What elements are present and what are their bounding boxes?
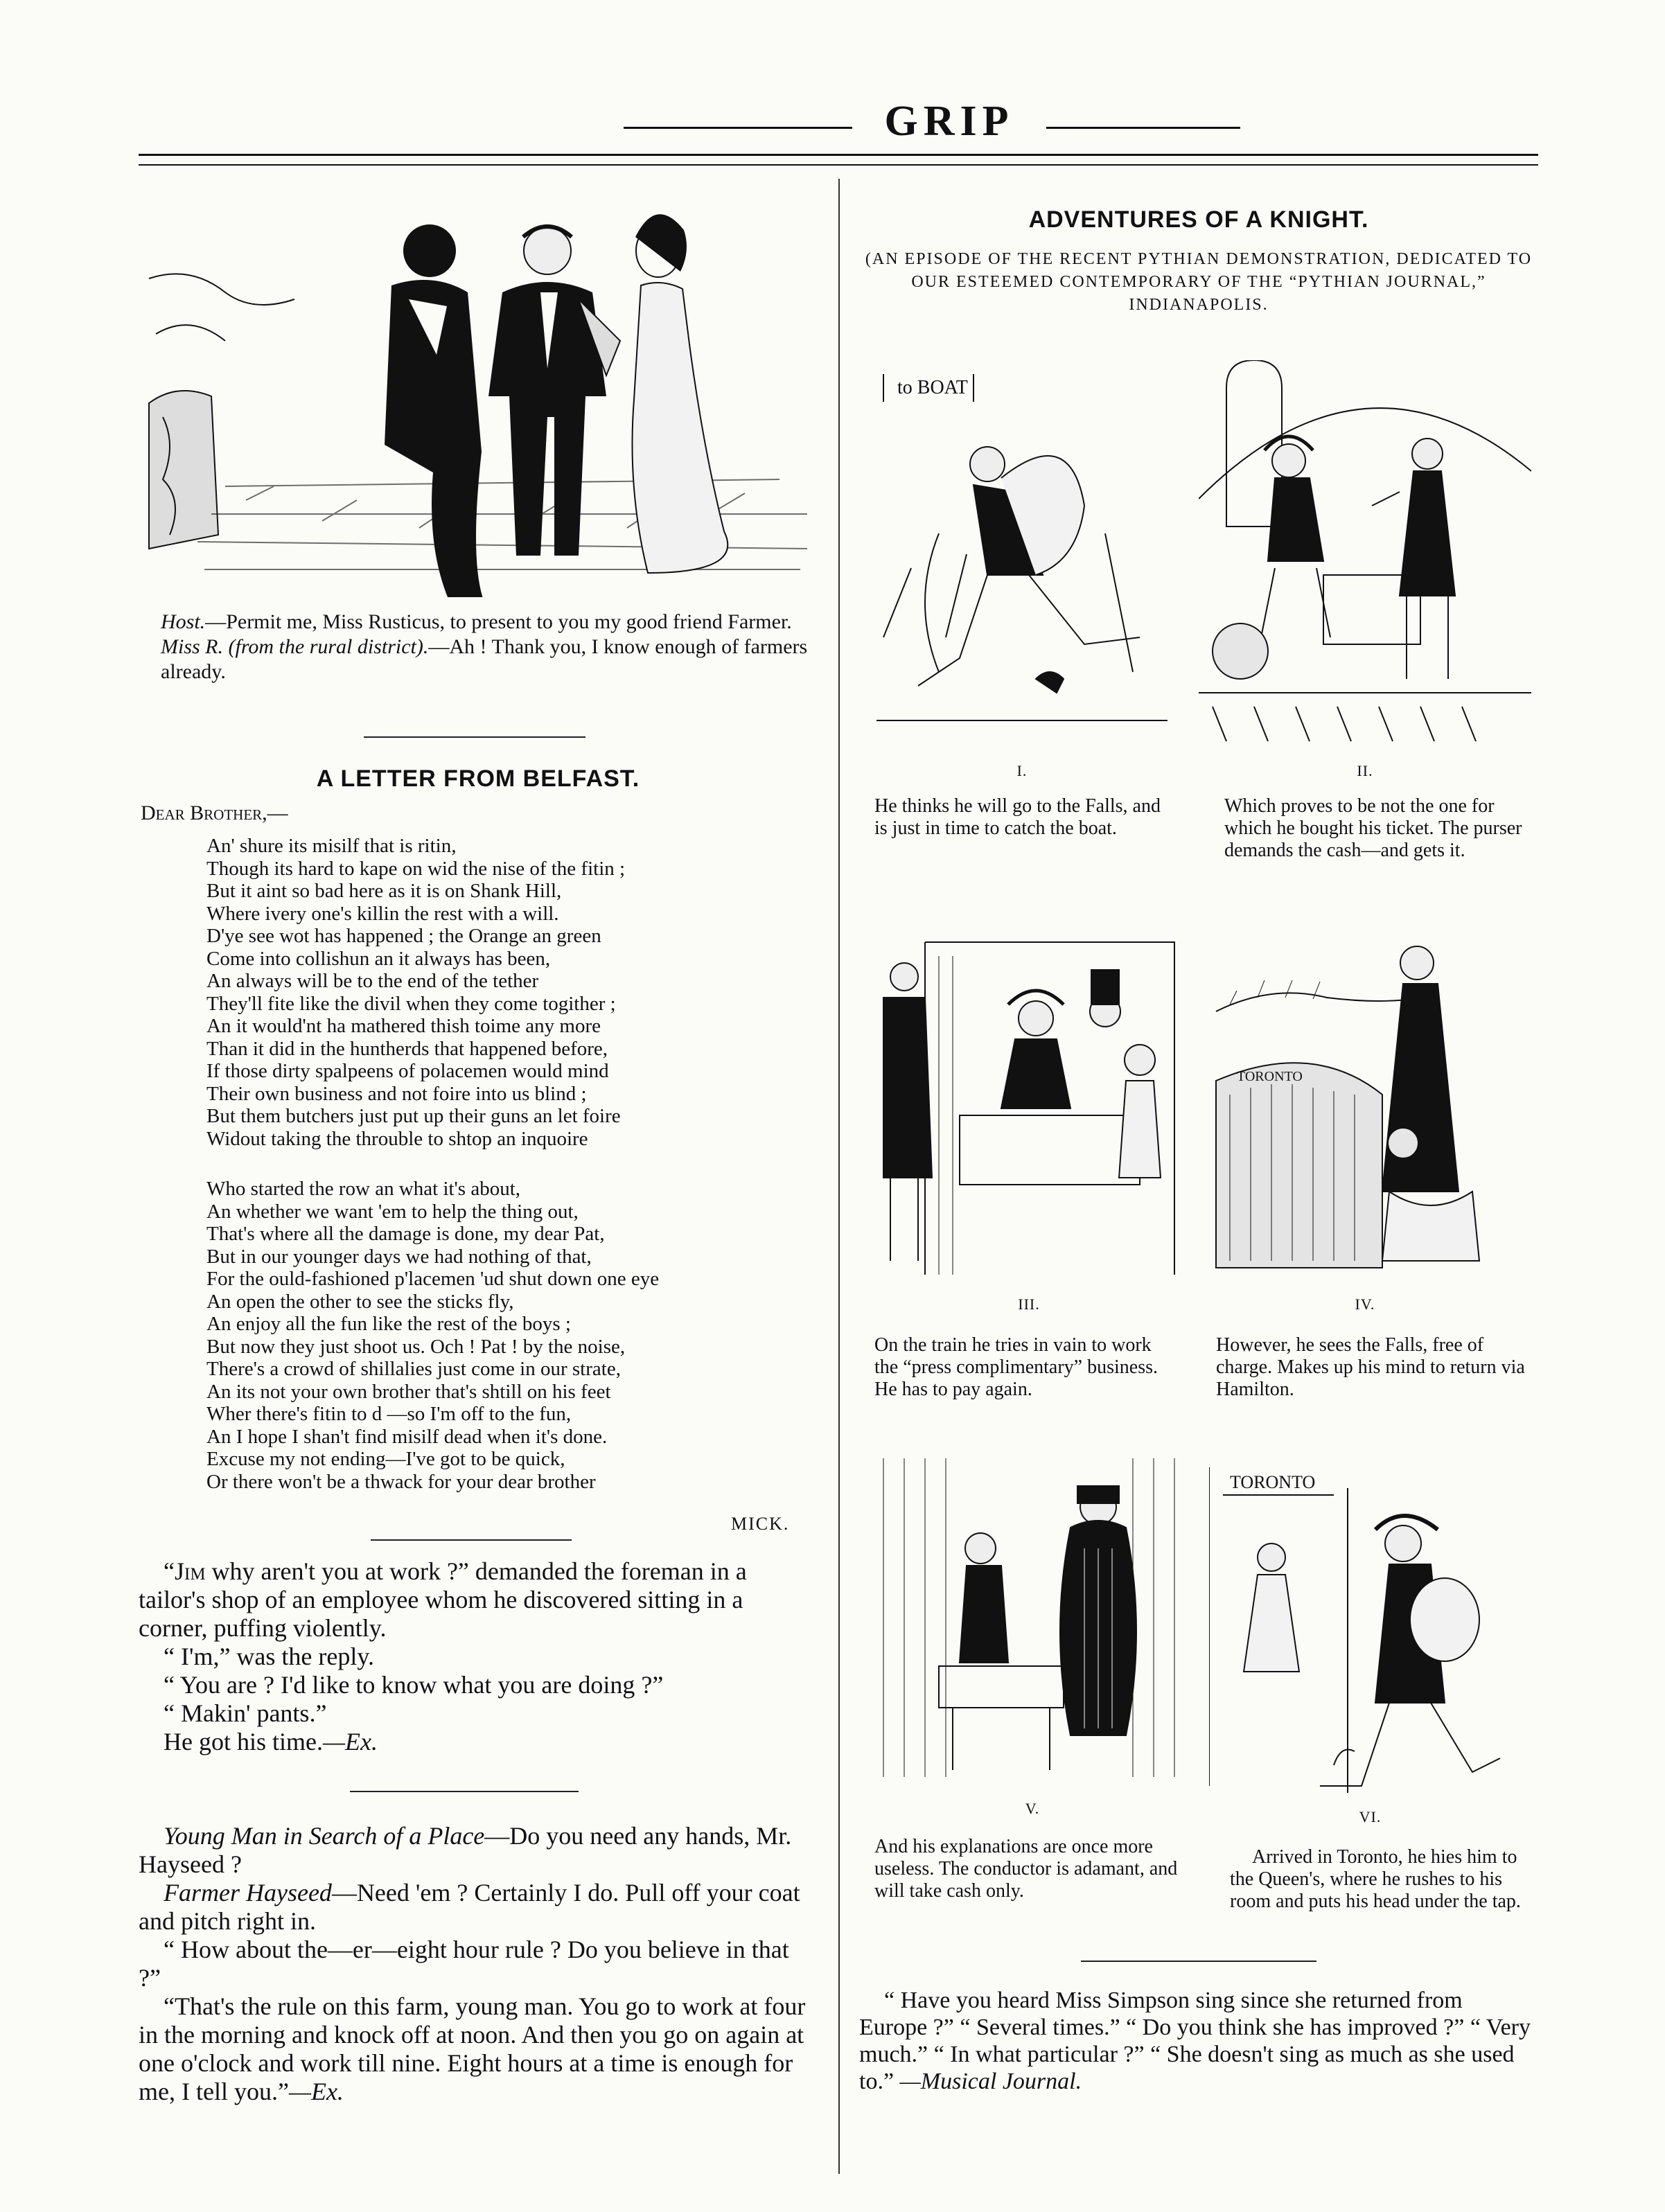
jim-paragraph-3: “ You are ? I'd like to know what you are doing ?” [164,1671,664,1699]
panel-6-numeral: VI. [1359,1808,1382,1825]
rule-4 [1081,1961,1316,1962]
jim-text: why aren't you at work ?” demanded the foreman in a tailor's shop of an employee whom he discovered sitting in a corner, puffing violently. [139,1557,747,1642]
jim-lead: “Jim [164,1557,206,1585]
young-man-label: Young Man in Search of a Place [164,1822,485,1850]
farmer-label: Farmer Hayseed [164,1879,332,1906]
hayseed-paragraph-3: “ How about the—er—eight hour rule ? Do you believe in that ?” [139,1936,789,1992]
farmer-text: —Need 'em ? Certainly I do. Pull off your coat and pitch right in. [139,1879,800,1935]
knight-subheading: (AN EPISODE OF THE RECENT PYTHIAN DEMONSTRATION, DEDICATED TO OUR ESTEEMED CONTEMPORARY OF THE “PYTHIAN JOURNAL,” INDIANAPOLIS. [865,250,1533,314]
panel-4-illustration [1202,942,1528,1275]
miss-text: —Ah ! Thank you, I know enough of farmers already. [161,635,808,683]
panel-4-toronto-ghost: TORONTO [1237,1069,1303,1084]
miss-label: Miss R. (from the rural district). [161,635,429,658]
simpson-source: —Musical Journal. [899,2069,1082,2094]
rule-1 [364,736,585,738]
header-rule [139,154,1538,166]
jim-source: —Ex. [322,1728,378,1755]
simpson-text: “ Have you heard Miss Simpson sing since she returned from Europe ?” “ Several times.” “ Do you think she has improved ?” “ Very much.” “ In what particular ?” “ She doesn't sing as much as she used to.” [859,1988,1531,2094]
panel-5-caption: And his explanations are once more useless. The conductor is adamant, and will take cash only. [874,1836,1178,1902]
jim-paragraph-5 [139,1728,814,1756]
hayseed-paragraph-1 [139,1822,814,1879]
panel-6-illustration [1209,1460,1531,1807]
panel-2-numeral: II. [1357,762,1373,779]
rule-2 [371,1539,572,1541]
host-label: Host. [161,610,206,633]
panel-3-illustration [870,928,1188,1289]
simpson-anecdote [859,1987,1535,2095]
jim-closing: He got his time. [164,1728,323,1755]
masthead-rule-left [624,127,852,129]
panel-3-caption: On the train he tries in vain to work the “press complimentary” business. He has to pay again. [874,1334,1159,1400]
panel-6-sign: TORONTO [1230,1472,1316,1492]
young-man-text: —Do you need any hands, Mr. Hayseed ? [139,1822,792,1878]
miss-line [161,635,816,684]
panel-3-numeral: III. [1018,1295,1040,1313]
letter-stanza-1: An' shure its misilf that is ritin, Though its hard to kape on wid the nise of the fitin ; But it aint so bad here as it is on Shank Hill, Where ivery one's killin the rest with a will. D'ye see wot has happened ; the Orange an green Come into collishun an it always has been, An always will be to the end of the tether They'll fite like the divil when they come togither ; An it would'nt ha mathered thish toime any more Than it did in the huntherds that happened before, If those dirty spalpeens of polacemen would mind Their own business and not foire into us blind ; But them butchers just put up their guns an let foire Widout taking the throuble to shtop an inquoire [206,835,626,1150]
jim-paragraph-4: “ Makin' pants.” [164,1699,327,1727]
panel-1-caption: He thinks he will go to the Falls, and is just in time to catch the boat. [874,795,1161,839]
panel-1-sign: to BOAT [897,377,968,398]
hayseed-paragraph-2 [139,1879,814,1936]
hayseed-paragraph-4 [139,1992,814,2106]
panel-6-caption: Arrived in Toronto, he hies him to the Queen's, where he rushes to his room and puts his head under the tap. [1230,1846,1521,1912]
letter-salutation: Dear Brother,— [141,802,288,824]
knight-heading: ADVENTURES OF A KNIGHT. [1028,206,1369,233]
jim-paragraph-2: “ I'm,” was the reply. [164,1643,375,1670]
host-text: —Permit me, Miss Rusticus, to present to you my good friend Farmer. [205,610,792,633]
cartoon-caption [161,610,816,684]
panel-4-numeral: IV. [1355,1295,1375,1313]
panel-5-illustration [870,1444,1195,1791]
masthead-rule-right [1046,127,1240,129]
panel-2-caption: Which proves to be not the one for which he bought his ticket. The purser demands the cash—and gets it. [1224,795,1522,861]
panel-2-illustration [1199,360,1531,748]
jim-anecdote [139,1557,814,1756]
hayseed-anecdote [139,1822,814,2106]
host-line [161,610,816,635]
column-divider [838,179,840,2174]
hayseed-source: —Ex. [288,2078,344,2105]
letter-stanza-2: Who started the row an what it's about, An whether we want 'em to help the thing out, That's where all the damage is done, my dear Pat, But in our younger days we had nothing of that, For the ould-fashioned p'lacemen 'ud shut down one eye An open the other to see the sticks fly, An enjoy all the fun like the rest of the boys ; But now they just shoot us. Och ! Pat ! by the noise, There's a crowd of shillalies just come in our strate, An its not your own brother that's shtill on his feet Wher there's fitin to d —so I'm off to the fun, An I hope I shan't find misilf dead when it's done. Excuse my not ending—I've got to be quick, Or there won't be a thwack for your dear brother [206,1178,660,1493]
panel-5-numeral: V. [1025,1800,1040,1817]
jim-paragraph-1 [139,1557,814,1643]
panel-1-illustration [870,360,1174,748]
masthead-title: GRIP [884,98,1014,145]
panel-4-caption: However, he sees the Falls, free of charge. Makes up his mind to return via Hamilton. [1216,1334,1525,1400]
panel-1-numeral: I. [1016,762,1028,779]
letter-signature: MICK. [731,1514,790,1534]
rule-3 [350,1791,579,1792]
hayseed-closing: “That's the rule on this farm, young man. You go to work at four in the morning and knock off at noon. And then you go on again at one o'clock and work till nine. Eight hours at a time is enough for me, I tell you.” [139,1992,806,2105]
letter-heading: A LETTER FROM BELFAST. [316,766,640,792]
drawing-room-cartoon [142,195,818,597]
